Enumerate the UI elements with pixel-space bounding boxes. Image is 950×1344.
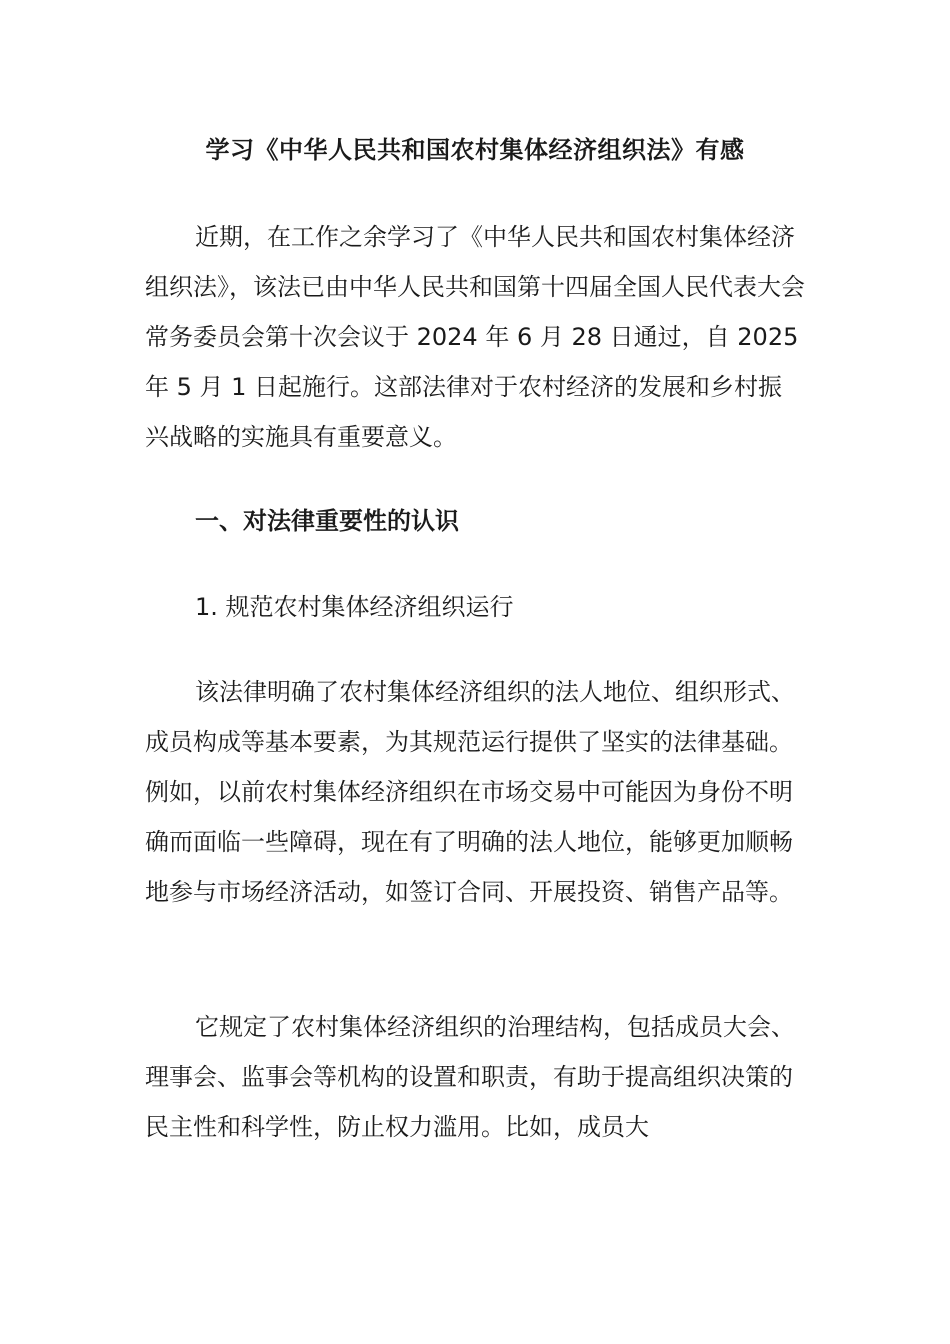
body-paragraph-1: 该法律明确了农村集体经济组织的法人地位、组织形式、成员构成等基本要素，为其规范运行提供了坚实的法律基础。例如，以前农村集体经济组织在市场交易中可能因为身份不明确而面临一些障碍，现在有了明确的法人地位，能够更加顺畅地参与市场经济活动，如签订合同、开展投资、销售产品等。 (145, 678, 795, 906)
body-block-1 (145, 667, 805, 917)
body-block-2 (145, 1002, 805, 1152)
subsection-heading: 1. 规范农村集体经济组织运行 (195, 593, 514, 621)
intro-paragraph: 近期，在工作之余学习了《中华人民共和国农村集体经济组织法》，该法已由中华人民共和国第十四届全国人民代表大会常务委员会第十次会议于 2024 年 6 月 28 日通过，自 2025 年 5 月 1 日起施行。这部法律对于农村经济的发展和乡村振兴战略的实施具有重要意义。 (145, 223, 805, 451)
section-heading: 一、对法律重要性的认识 (195, 507, 459, 535)
subsection-block (145, 582, 805, 632)
document-title: 学习《中华人民共和国农村集体经济组织法》有感 (205, 136, 745, 164)
intro-block (145, 212, 805, 462)
body-paragraph-2: 它规定了农村集体经济组织的治理结构，包括成员大会、理事会、监事会等机构的设置和职责，有助于提高组织决策的民主性和科学性，防止权力滥用。比如，成员大 (145, 1013, 795, 1141)
section-block (145, 496, 805, 546)
